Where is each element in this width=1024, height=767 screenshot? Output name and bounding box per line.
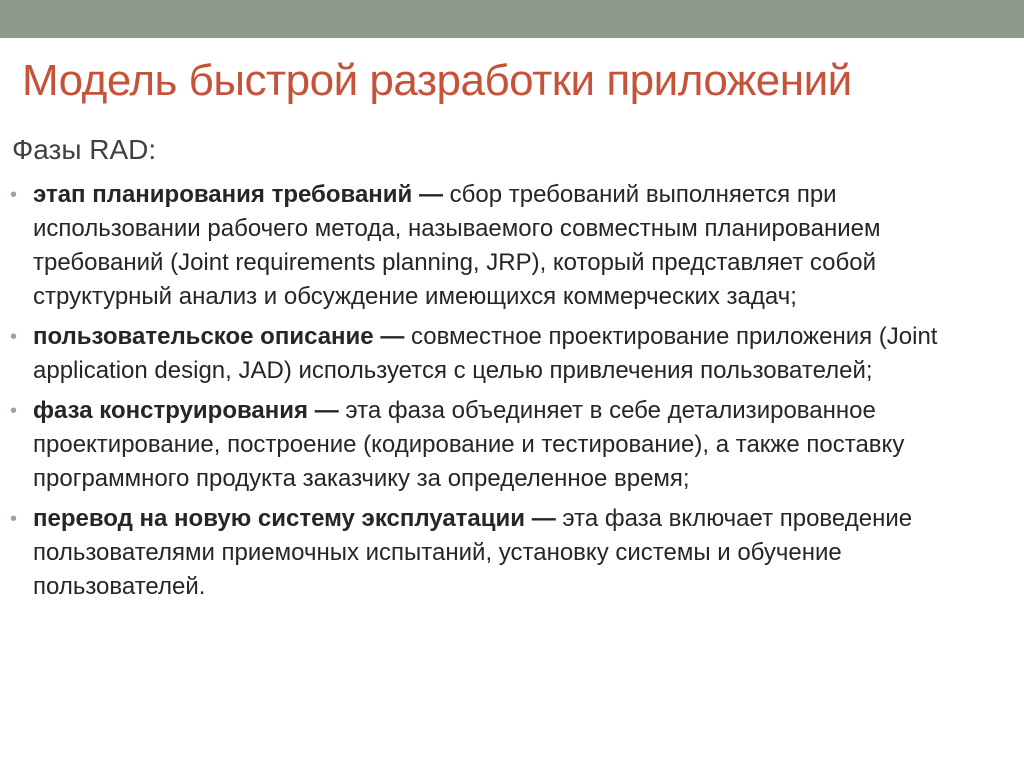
bullet-item: [8, 394, 998, 496]
bullet-text: эта фаза включает проведение пользователями приемочных испытаний, установку системы и обучение пользователей.: [33, 505, 913, 600]
bullet-term: фаза конструирования —: [33, 397, 339, 424]
top-decor-bar: [0, 0, 1024, 38]
slide-title: Модель быстрой разработки приложений: [22, 56, 852, 105]
bullet-item: [8, 320, 998, 388]
bullet-icon: •: [10, 400, 18, 422]
bullet-text: совместное проектирование приложения (Joint application design, JAD) используется с целью привлечения пользователей;: [33, 323, 938, 384]
bullet-icon: •: [10, 184, 18, 206]
bullet-item: [8, 502, 998, 604]
bullet-icon: •: [10, 508, 18, 530]
bullet-item: [8, 178, 998, 314]
bullet-icon: •: [10, 326, 18, 348]
bullet-text: сбор требований выполняется при использовании рабочего метода, называемого совместным планированием требований (Joint requirements planning, JRP), который представляет собой структурный анализ и обсуждение имеющихся коммерческих задач;: [33, 181, 881, 310]
bullet-term: перевод на новую систему эксплуатации —: [33, 505, 556, 532]
bullet-term: пользовательское описание —: [33, 323, 405, 350]
bullet-text: эта фаза объединяет в себе детализированное проектирование, построение (кодирование и тестирование), а также поставку программного продукта заказчику за определенное время;: [33, 397, 905, 492]
bullet-list: [8, 178, 998, 610]
bullet-term: этап планирования требований —: [33, 181, 443, 208]
slide-subtitle: Фазы RAD:: [12, 134, 157, 165]
